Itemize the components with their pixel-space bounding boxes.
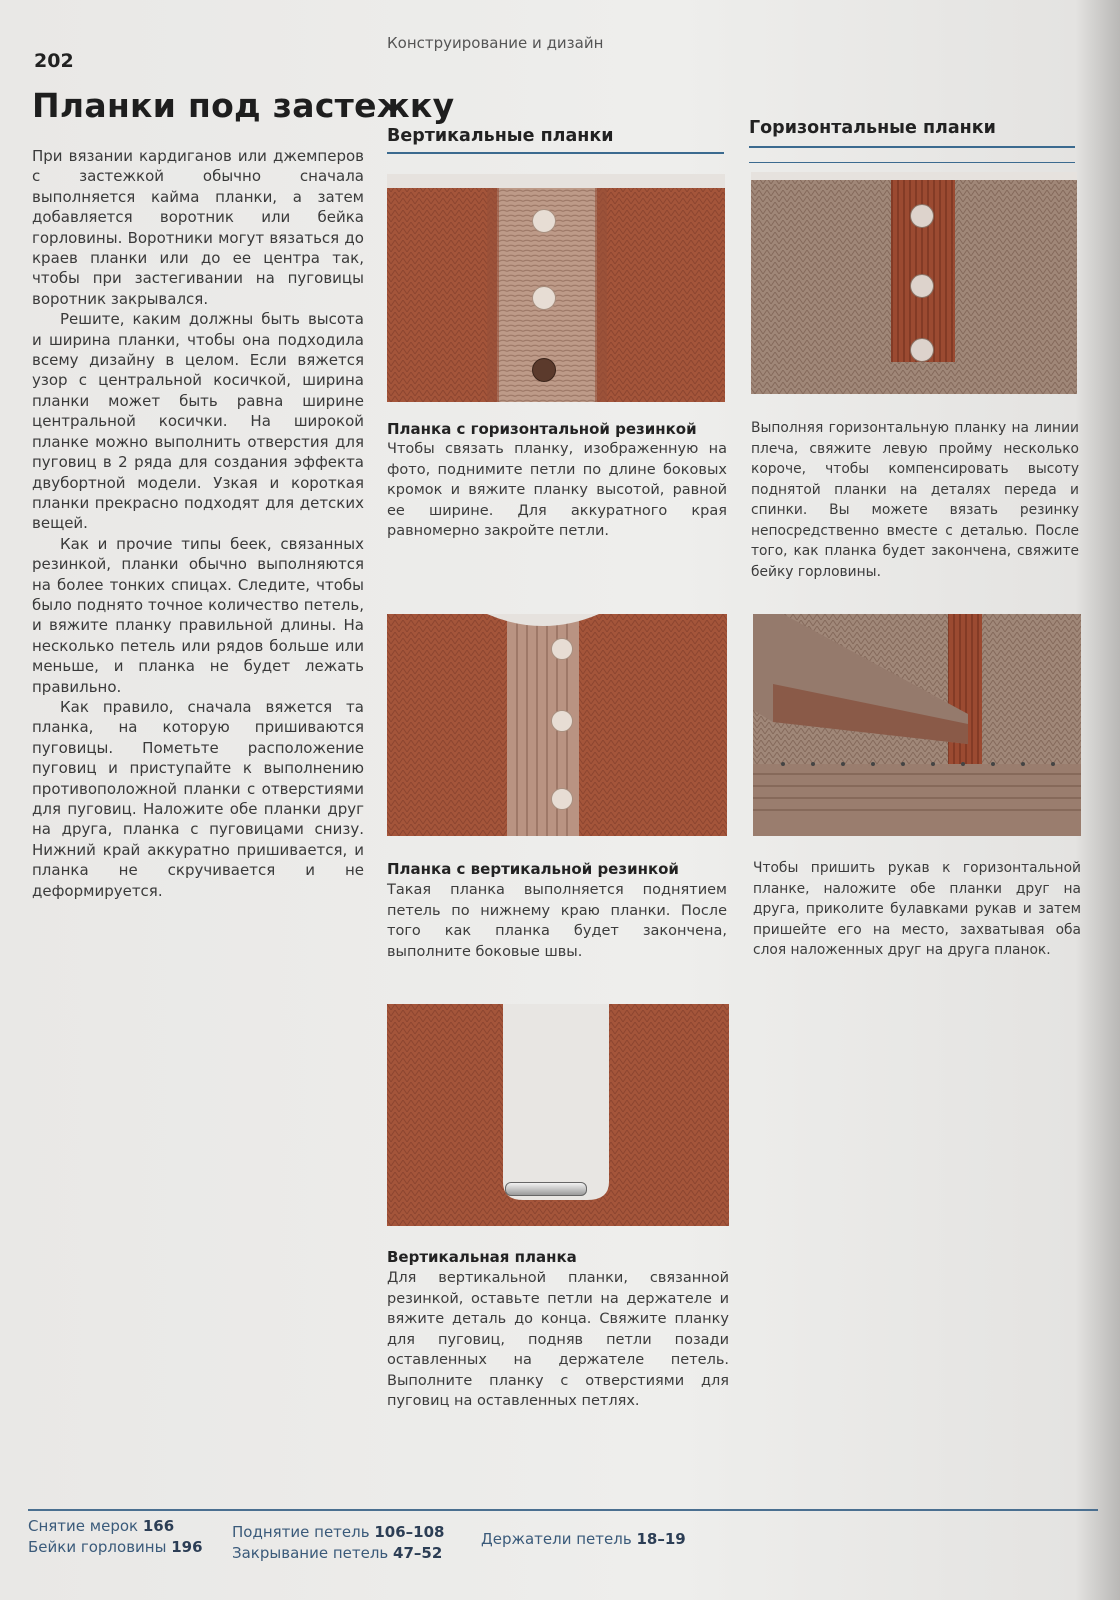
caption-text: Для вертикальной планки, связанной резинкой, оставьте петли на держателе и вяжите деталь до конца. Свяжите планку для пуговиц, подняв петли позади оставленных на держателе петель. Выполните планку с отверстиями для пуговиц на оставленных петлях. bbox=[387, 1270, 729, 1409]
caption-title: Вертикальная планка bbox=[387, 1248, 577, 1266]
body-paragraph: Как и прочие типы беек, связанных резинкой, планки обычно выполняются на более тонких спицах. Следите, чтобы было поднято точное количество петель, и вяжите планку правильной длины. На несколько петель или рядов больше или меньше, и планка не будет лежать правильно. bbox=[32, 534, 364, 696]
footer-ref[interactable] bbox=[232, 1522, 444, 1542]
footer-ref[interactable] bbox=[481, 1529, 686, 1549]
footer-ref[interactable] bbox=[28, 1516, 174, 1536]
heading-rule bbox=[749, 162, 1075, 163]
ref-pages: 196 bbox=[171, 1538, 203, 1556]
button-icon bbox=[551, 710, 573, 732]
caption-text: Выполняя горизонтальную планку на линии плеча, свяжите левую пройму несколько короче, чтобы компенсировать высоту поднятой планки на деталях переда и спинки. Вы можете вязать резинку непосредственно вместе с деталью. После того, как планка будет закончена, свяжите бейку горловины. bbox=[751, 420, 1079, 580]
photo-horizontal-rib-placket bbox=[387, 174, 725, 402]
footer-ref[interactable] bbox=[232, 1543, 442, 1563]
button-icon bbox=[910, 204, 934, 228]
ref-pages: 166 bbox=[142, 1517, 175, 1535]
ref-label: Снятие мерок bbox=[28, 1517, 139, 1535]
button-icon bbox=[551, 638, 573, 660]
photo-sleeve-placket bbox=[753, 614, 1081, 836]
caption-text: Чтобы пришить рукав к горизонтальной планке, наложите обе планки друг на друга, приколите булавками рукав и затем пришейте его на место, захватывая оба слоя наложенных друг на друга планок. bbox=[753, 860, 1081, 958]
photo-vertical-rib-placket bbox=[387, 614, 727, 836]
photo-shoulder-horizontal-placket bbox=[751, 172, 1077, 394]
ref-pages: 106–108 bbox=[374, 1523, 445, 1541]
ref-label: Поднятие петель bbox=[232, 1523, 370, 1541]
page-title: Планки под застежку bbox=[32, 86, 455, 125]
caption-title: Планка с горизонтальной резинкой bbox=[387, 420, 697, 438]
ref-pages: 47–52 bbox=[393, 1544, 443, 1562]
ref-label: Держатели петель bbox=[481, 1530, 632, 1548]
button-icon bbox=[551, 788, 573, 810]
horizontal-plackets-heading: Горизонтальные планки bbox=[749, 118, 996, 138]
heading-rule bbox=[387, 152, 724, 154]
button-icon bbox=[532, 209, 556, 233]
body-paragraph: Решите, каким должны быть высота и ширина планки, чтобы она подходила всему дизайну в целом. Если вяжется узор с центральной косичкой, ширина планки может быть равна ширине центральной косички. На широкой планке можно выполнить отверстия для пуговиц в 2 ряда для создания эффекта двубортной модели. Узкая и короткая планки прекрасно подходят для детских вещей. bbox=[32, 310, 364, 533]
body-paragraph: Как правило, сначала вяжется та планка, на которую пришиваются пуговицы. Пометьте расположение пуговиц и приступайте к выполнению противоположной планки с отверстиями для пуговиц. Наложите обе планки друг на друга, планка с пуговицами снизу. Нижний край аккуратно пришивается, и планка не скручивается и не деформируется. bbox=[32, 697, 364, 900]
vertical-plackets-heading: Вертикальные планки bbox=[387, 126, 614, 146]
ref-pages: 18–19 bbox=[636, 1530, 686, 1548]
caption-text: Чтобы связать планку, изображенную на фото, поднимите петли по длине боковых кромок и вяжите планку высотой, равной ее ширине. Для аккуратного края равномерно закройте петли. bbox=[387, 441, 727, 539]
ref-label: Закрывание петель bbox=[232, 1544, 389, 1562]
page-number: 202 bbox=[34, 50, 74, 72]
body-text bbox=[32, 146, 364, 901]
running-head: Конструирование и дизайн bbox=[387, 34, 604, 52]
button-icon bbox=[910, 338, 934, 362]
button-icon bbox=[532, 358, 556, 382]
caption-title: Планка с вертикальной резинкой bbox=[387, 860, 679, 878]
footer-rule bbox=[28, 1509, 1098, 1511]
caption-text: Такая планка выполняется поднятием петель по нижнему краю планки. После того как планка будет закончена, выполните боковые швы. bbox=[387, 882, 727, 960]
body-paragraph: При вязании кардиганов или джемперов с застежкой обычно сначала выполняется кайма планки, а затем добавляется воротник или бейка горловины. Воротники могут вязаться до краев планки или до ее центра так, чтобы при застегивании на пуговицы воротник закрывался. bbox=[32, 147, 364, 308]
button-icon bbox=[910, 274, 934, 298]
ref-label: Бейки горловины bbox=[28, 1538, 167, 1556]
footer-ref[interactable] bbox=[28, 1537, 203, 1557]
safety-pin-icon bbox=[505, 1182, 587, 1196]
heading-rule bbox=[749, 146, 1075, 148]
button-icon bbox=[532, 286, 556, 310]
photo-vertical-placket-opening bbox=[387, 1004, 729, 1226]
